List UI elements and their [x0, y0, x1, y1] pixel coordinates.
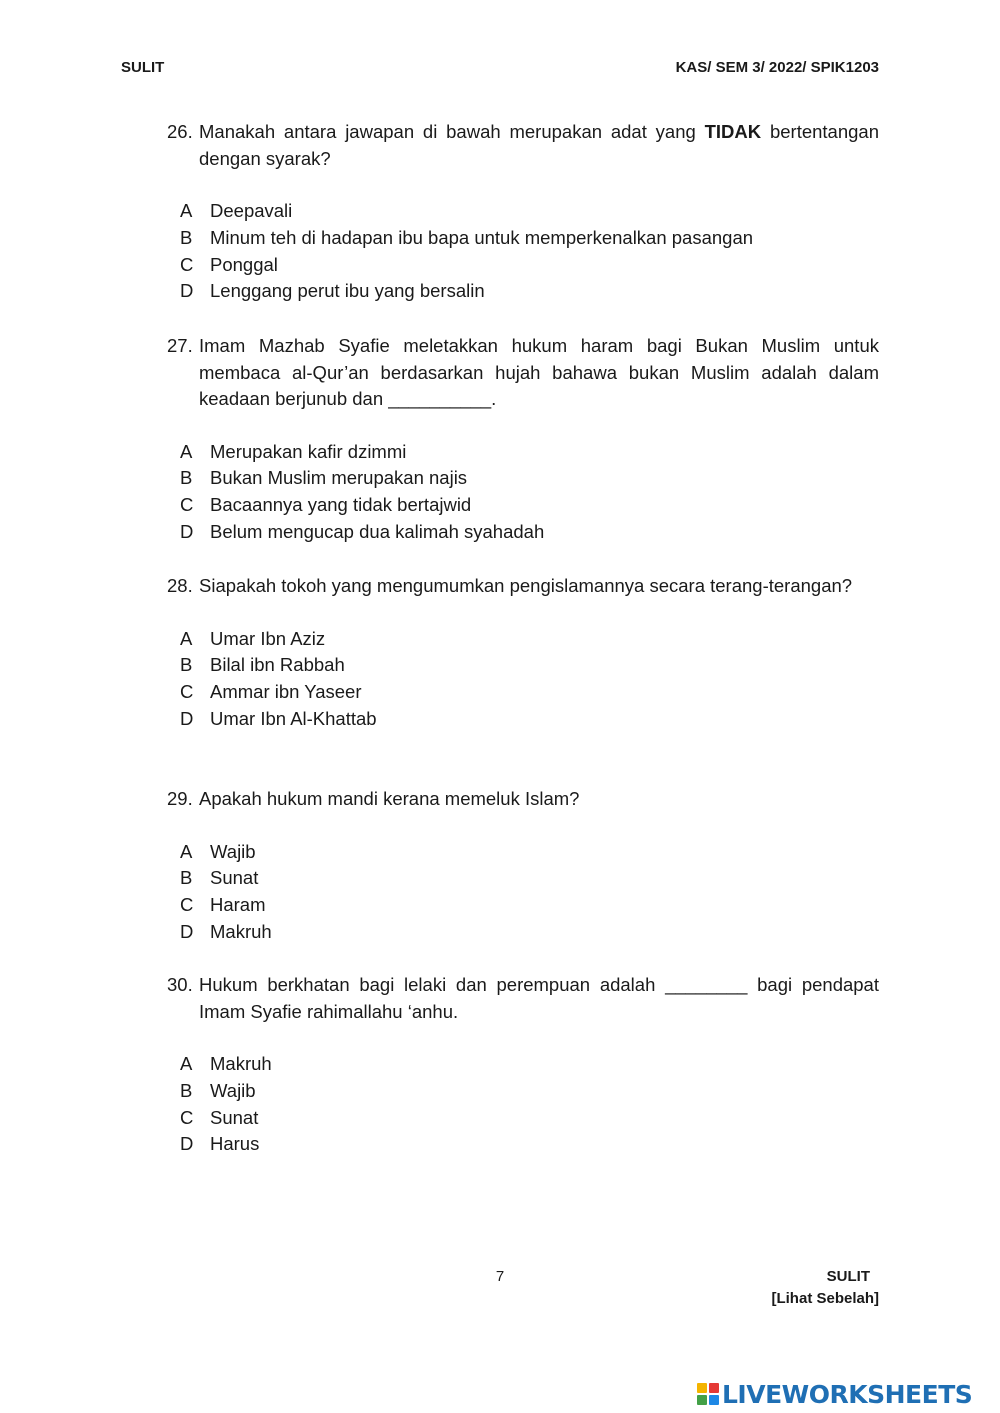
option-letter: A: [180, 627, 193, 649]
footer-next-page-note: [Lihat Sebelah]: [771, 1290, 879, 1307]
question-text: Apakah hukum mandi kerana memeluk Islam?: [199, 788, 580, 809]
option-text: Ponggal: [210, 253, 278, 275]
option-text: Makruh: [210, 1053, 272, 1074]
option-text: Wajib: [210, 840, 256, 862]
option-text: Sunat: [210, 1106, 259, 1128]
option-letter: C: [180, 494, 194, 516]
question-stem: [167, 972, 879, 1025]
liveworksheets-wordmark: LIVEWORKSHEETS: [722, 1379, 973, 1409]
option-text: Umar Ibn Aziz: [210, 627, 326, 649]
question-number: 28.: [167, 575, 193, 596]
option-text: Makruh: [210, 920, 272, 942]
option-c[interactable]: [167, 679, 879, 706]
option-letter: D: [180, 920, 194, 942]
option-letter: D: [180, 707, 194, 729]
option-letter: C: [180, 1106, 194, 1128]
option-list: [167, 198, 879, 305]
question-text: Manakah antara jawapan di bawah merupakan adat yang: [199, 121, 705, 142]
option-letter: D: [180, 1133, 194, 1155]
option-a[interactable]: [167, 1051, 879, 1078]
option-text: Harus: [210, 1133, 260, 1155]
header-classification: SULIT: [121, 59, 165, 76]
question-number: 26.: [167, 121, 193, 142]
option-b[interactable]: [167, 865, 879, 892]
option-list: [167, 839, 879, 946]
option-c[interactable]: [167, 1105, 879, 1132]
option-b[interactable]: [167, 652, 879, 679]
option-letter: C: [180, 894, 194, 916]
option-text: Lenggang perut ibu yang bersalin: [210, 280, 485, 302]
option-a[interactable]: [167, 198, 879, 225]
option-c[interactable]: [167, 252, 879, 279]
logo-square-blue: [709, 1395, 719, 1405]
option-list: [167, 1051, 879, 1158]
option-text: Haram: [210, 894, 266, 916]
option-text: Bukan Muslim merupakan najis: [210, 467, 468, 489]
option-letter: B: [180, 654, 193, 676]
option-c[interactable]: [167, 492, 879, 519]
option-text: Deepavali: [210, 200, 293, 221]
option-letter: C: [180, 253, 194, 275]
option-d[interactable]: [167, 278, 879, 305]
question-stem: [167, 333, 879, 413]
option-letter: B: [180, 226, 193, 248]
option-b[interactable]: [167, 465, 879, 492]
option-text: Wajib: [210, 1079, 256, 1101]
option-list: [167, 626, 879, 733]
option-text: Sunat: [210, 867, 259, 889]
page-number: 7: [495, 1268, 505, 1285]
question-text: Siapakah tokoh yang mengumumkan pengislamannya secara terang-terangan?: [199, 575, 853, 596]
option-letter: A: [180, 200, 193, 221]
option-b[interactable]: [167, 225, 879, 252]
question-30: [167, 972, 879, 1158]
logo-square-red: [709, 1383, 719, 1393]
option-text: Bilal ibn Rabbah: [210, 654, 345, 676]
option-letter: C: [180, 681, 194, 703]
question-text-continued: bertentangan dengan syarak?: [199, 121, 879, 169]
logo-square-yellow: [697, 1383, 707, 1393]
option-text: Merupakan kafir dzimmi: [210, 440, 407, 462]
option-text: Bacaannya yang tidak bertajwid: [210, 494, 472, 516]
option-letter: D: [180, 520, 194, 542]
option-text: Minum teh di hadapan ibu bapa untuk memperkenalkan pasangan: [210, 226, 754, 248]
option-a[interactable]: [167, 626, 879, 653]
option-a[interactable]: [167, 839, 879, 866]
question-29: [167, 786, 879, 946]
liveworksheets-logo-icon: [697, 1383, 719, 1405]
option-letter: A: [180, 1053, 193, 1074]
option-d[interactable]: [167, 706, 879, 733]
option-d[interactable]: [167, 919, 879, 946]
option-d[interactable]: [167, 519, 879, 546]
option-letter: A: [180, 440, 193, 462]
header-exam-code: KAS/ SEM 3/ 2022/ SPIK1203: [675, 59, 879, 76]
option-letter: D: [180, 280, 194, 302]
option-c[interactable]: [167, 892, 879, 919]
option-d[interactable]: [167, 1131, 879, 1158]
question-stem: [167, 786, 879, 813]
question-27: [167, 333, 879, 546]
question-26: [167, 119, 879, 305]
question-stem: [167, 573, 879, 600]
option-list: [167, 439, 879, 546]
question-number: 29.: [167, 788, 193, 809]
option-text: Ammar ibn Yaseer: [210, 681, 362, 703]
question-text: Hukum berkhatan bagi lelaki dan perempuan adalah ________ bagi pendapat Imam Syafie rahimallahu ‘anhu.: [199, 974, 879, 1022]
liveworksheets-watermark[interactable]: [697, 1378, 972, 1410]
option-letter: B: [180, 467, 193, 489]
option-letter: A: [180, 840, 193, 862]
question-stem: [167, 119, 879, 172]
option-text: Belum mengucap dua kalimah syahadah: [210, 520, 545, 542]
option-text: Umar Ibn Al-Khattab: [210, 707, 377, 729]
question-28: [167, 573, 879, 733]
option-b[interactable]: [167, 1078, 879, 1105]
question-number: 30.: [167, 974, 193, 995]
option-letter: B: [180, 867, 193, 889]
question-text: Imam Mazhab Syafie meletakkan hukum haram bagi Bukan Muslim untuk membaca al-Qur’an berdasarkan hujah bahawa bukan Muslim adalah dalam keadaan berjunub dan __________.: [199, 335, 879, 409]
option-a[interactable]: [167, 439, 879, 466]
footer-classification: SULIT: [826, 1268, 870, 1285]
question-emphasis: TIDAK: [704, 121, 762, 142]
question-number: 27.: [167, 335, 193, 356]
logo-square-green: [697, 1395, 707, 1405]
option-letter: B: [180, 1079, 193, 1101]
